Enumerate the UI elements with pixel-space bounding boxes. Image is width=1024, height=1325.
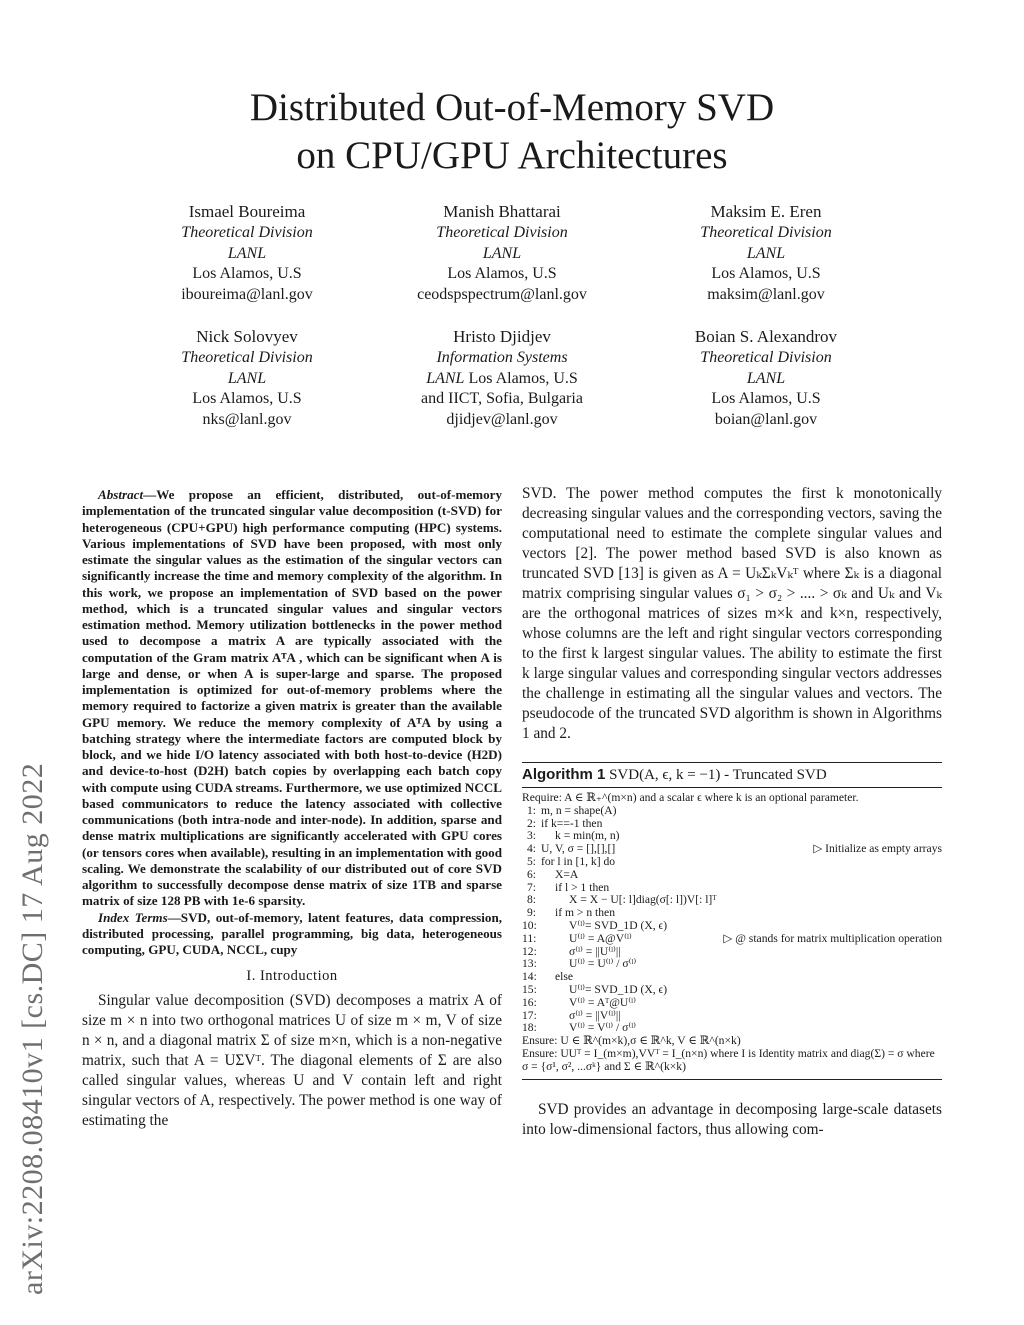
intro-paragraph-2: SVD. The power method computes the first k monotonically decreasing singular values and the corresponding vectors, saving the computational need to estimate the complete singular values and vectors [2]. The power method based SVD is also known as truncated SVD [13] is given as A = UₖΣₖVₖᵀ where Σₖ is a diagonal matrix comprising singular values σ₁ > σ₂ > .... > σₖ and Uₖ and Vₖ are the orthogonal matrices of sizes m×k and k×n, respectively, whose columns are the left and right singular vectors corresponding to the first k largest singular values. The ability to estimate the first k large singular values and corresponding singular vectors addresses the challenge in estimating all the singular values and vectors. The pseudocode of the truncated SVD algorithm is shown in Algorithms 1 and 2. [522, 485, 942, 742]
algorithm-lines [522, 805, 942, 1035]
algorithm-line-number: 10: [522, 918, 537, 932]
index-terms-label: Index Terms [98, 909, 168, 925]
algorithm-line [522, 997, 942, 1010]
author-org: LANL [227, 244, 267, 262]
algorithm-line-number: 8: [526, 893, 536, 907]
algorithm-line-code: m, n = shape(A) [541, 803, 617, 817]
algorithm-line-code: U⁽ˡ⁾= SVD_1D (X, ϵ) [569, 982, 668, 996]
algorithm-line [522, 920, 942, 933]
author-name: Maksim E. Eren [710, 202, 822, 221]
algorithm-line-code: if m > n then [555, 906, 615, 920]
author-location: Los Alamos, U.S [711, 390, 821, 408]
author-block [636, 202, 896, 306]
author-dept: Theoretical Division [700, 348, 832, 366]
algorithm-body [522, 788, 942, 1080]
author-dept: Theoretical Division [181, 348, 313, 366]
algorithm-line-code: X = X − U[: l]diag(σ[: l])V[: l]ᵀ [569, 893, 717, 907]
algorithm-label: Algorithm 1 [522, 766, 606, 783]
author-org: LANL [746, 369, 786, 387]
author-name: Nick Solovyev [196, 327, 298, 346]
algorithm-line [522, 958, 942, 971]
title-line-1: Distributed Out-of-Memory SVD [249, 86, 775, 129]
right-column [522, 484, 942, 1140]
author-block [117, 202, 377, 306]
algorithm-line-code: X=A [555, 867, 579, 881]
algorithm-line-code: σ⁽ˡ⁾ = ||V⁽ˡ⁾|| [569, 1008, 621, 1022]
algorithm-box [522, 762, 942, 1080]
algorithm-line-code: U⁽ˡ⁾ = U⁽ˡ⁾ / σ⁽ˡ⁾ [569, 957, 637, 971]
author-org: LANL [227, 369, 267, 387]
author-name: Boian S. Alexandrov [694, 327, 838, 346]
algorithm-line-code: V⁽ˡ⁾ = V⁽ˡ⁾ / σ⁽ˡ⁾ [569, 1021, 636, 1035]
author-location: Los Alamos, U.S [192, 390, 302, 408]
algorithm-line-code: for l in [1, k] do [541, 854, 616, 868]
arxiv-identifier: arXiv:2208.08410v1 [cs.DC] 17 Aug 2022 [16, 762, 49, 1295]
algorithm-line-number: 3: [526, 829, 536, 843]
algorithm-line-number: 2: [526, 816, 536, 830]
algorithm-line-number: 15: [522, 982, 537, 996]
algorithm-line-number: 9: [526, 906, 536, 920]
author-name: Manish Bhattarai [443, 202, 561, 221]
algorithm-line-number: 11: [522, 931, 537, 945]
author-name: Ismael Boureima [188, 202, 306, 221]
author-block [117, 327, 377, 431]
author-email: maksim@lanl.gov [707, 286, 825, 304]
algorithm-line-number: 13: [522, 957, 537, 971]
intro-paragraph-3: SVD provides an advantage in decomposing large-scale datasets into low-dimensional factors, thus allowing com- [522, 1100, 942, 1138]
author-name: Hristo Djidjev [453, 327, 551, 346]
author-email: djidjev@lanl.gov [446, 411, 558, 429]
algorithm-line-number: 5: [526, 854, 536, 868]
algorithm-line-number: 18: [522, 1021, 537, 1035]
abstract-label: Abstract [98, 487, 144, 502]
algorithm-line-code: V⁽ˡ⁾= SVD_1D (X, ϵ) [569, 918, 668, 932]
algorithm-line-number: 14: [522, 970, 537, 984]
algorithm-require: Require: A ∈ ℝ₊^(m×n) and a scalar ϵ where k is an optional parameter. [522, 791, 859, 804]
algorithm-line-number: 6: [526, 867, 536, 881]
algorithm-line-number: 16: [522, 995, 537, 1009]
algorithm-line-comment: ▷ @ stands for matrix multiplication operation [723, 931, 942, 945]
algorithm-line-comment: ▷ Initialize as empty arrays [813, 842, 942, 856]
algorithm-line-code: U⁽ˡ⁾ = A@V⁽ˡ⁾ [569, 931, 632, 945]
algorithm-line-number: 4: [526, 842, 536, 856]
author-email: ceodspspectrum@lanl.gov [417, 286, 587, 304]
author-org: LANL [426, 369, 465, 387]
algorithm-line-number: 12: [522, 944, 537, 958]
author-location: Los Alamos, U.S [192, 265, 302, 283]
algorithm-line [522, 933, 942, 946]
author-location: Los Alamos, U.S [447, 265, 557, 283]
abstract: Abstract—We propose an efficient, distributed, out-of-memory implementation of the truncated singular value decomposition (t-SVD) for heterogeneous (CPU+GPU) high performance computing (HPC) systems. Various implementations of SVD have been proposed, with most only estimate the singular values as the estimation of the singular vectors can significantly increase the time and memory complexity of the algorithm. In this work, we propose an implementation of SVD based on the power method, which is a truncated singular values and singular vectors estimation method. Memory utilization bottlenecks in the power method used to decompose a matrix A are typically associated with the computation of the Gram matrix AᵀA , which can be significant when A is large and dense, or when A is super-large and sparse. The proposed implementation is optimized for out-of-memory problems where the memory required to factorize a given matrix is greater than the available GPU memory. We reduce the memory complexity of AᵀA by using a batching strategy where the intermediate factors are computed block by block, and we hide I/O latency associated with both host-to-device (H2D) and device-to-host (D2H) batch copies by overlapping each batch copy with compute using CUDA streams. Furthermore, we use optimized NCCL based communicators to reduce the latency associated with collective communications (both intra-node and inter-node). In addition, sparse and dense matrix multiplications are significantly accelerated with GPU cores (or tensors cores when available), resulting in an implementation with good scaling. We demonstrate the scalability of our distributed out of core SVD algorithm to successfully decompose dense matrix of size 1TB and sparse matrix of size 128 PB with 1e-6 sparsity. [82, 487, 502, 909]
algorithm-line-number: 17: [522, 1008, 537, 1022]
algorithm-line-number: 7: [526, 880, 536, 894]
author-dept: Theoretical Division [436, 223, 568, 241]
author-dept: Information Systems [436, 348, 568, 366]
author-org: LANL [482, 244, 522, 262]
author-location: Los Alamos, U.S [468, 369, 578, 387]
author-block [372, 327, 632, 431]
left-column [82, 487, 502, 1131]
abstract-text: We propose an efficient, distributed, out-of-memory implementation of the truncated singular value decomposition (t-SVD) for heterogeneous (CPU+GPU) high performance computing (HPC) systems. Various implementations of SVD have been proposed, with most only estimate the singular values as the estimation of the singular vectors can significantly increase the time and memory complexity of the algorithm. In this work, we propose an implementation of SVD based on the power method, which is a truncated singular values and singular vectors estimation method. Memory utilization bottlenecks in the power method used to decompose a matrix A are typically associated with the computation of the Gram matrix AᵀA , which can be significant when A is large and dense, or when A is super-large and sparse. The proposed implementation is optimized for out-of-memory problems where the memory required to factorize a given matrix is greater than the available GPU memory. We reduce the memory complexity of AᵀA by using a batching strategy where the intermediate factors are computed block by block, and we hide I/O latency associated with both host-to-device (H2D) and device-to-host (D2H) batch copies by overlapping each batch copy with compute using CUDA streams. Furthermore, we use optimized NCCL based communicators to reduce the latency associated with collective communications (both intra-node and inter-node). In addition, sparse and dense matrix multiplications are significantly accelerated with GPU cores (or tensors cores when available), resulting in an implementation with good scaling. We demonstrate the scalability of our distributed out of core SVD algorithm to successfully decompose dense matrix of size 1TB and sparse matrix of size 128 PB with 1e-6 sparsity. [82, 487, 502, 909]
index-terms-text: SVD, out-of-memory, latent features, data compression, distributed processing, parallel programming, big data, heterogeneous computing, GPU, CUDA, NCCL, cupy [82, 909, 503, 957]
author-email: nks@lanl.gov [202, 411, 292, 429]
algorithm-ensure-2: Ensure: UUᵀ = I_(m×m),VVᵀ = I_(n×n) where I is Identity matrix and diag(Σ) = σ where σ = {σ¹, σ², ...σᵏ} and Σ ∈ ℝ^(k×k) [522, 1046, 935, 1073]
algorithm-line-code: else [555, 970, 574, 984]
author-location: Los Alamos, U.S [711, 265, 821, 283]
author-location-2: and IICT, Sofia, Bulgaria [421, 390, 583, 408]
algorithm-line [522, 869, 942, 882]
algorithm-title [522, 763, 942, 788]
author-dept: Theoretical Division [181, 223, 313, 241]
author-block [636, 327, 896, 431]
title-line-2: on CPU/GPU Architectures [296, 134, 728, 177]
algorithm-line-code: k = min(m, n) [555, 829, 620, 843]
section-heading-introduction: I. Introduction [246, 968, 338, 985]
author-block [372, 202, 632, 306]
author-dept: Theoretical Division [700, 223, 832, 241]
index-terms: Index Terms—SVD, out-of-memory, latent features, data compression, distributed processing, parallel programming, big data, heterogeneous computing, GPU, CUDA, NCCL, cupy [82, 909, 503, 957]
algorithm-line [522, 856, 942, 869]
algorithm-line-code: if k==-1 then [541, 816, 603, 830]
algorithm-line-code: if l > 1 then [555, 880, 610, 894]
author-org: LANL [746, 244, 786, 262]
algorithm-line-code: σ⁽ˡ⁾ = ||U⁽ˡ⁾|| [569, 944, 621, 958]
author-email: boian@lanl.gov [714, 411, 818, 429]
algorithm-line-number: 1: [526, 803, 536, 817]
algorithm-line-code: U, V, σ = [],[],[] [541, 842, 616, 856]
author-email: iboureima@lanl.gov [181, 286, 313, 304]
algorithm-ensure-1: Ensure: U ∈ ℝ^(m×k),σ ∈ ℝ^k, V ∈ ℝ^(n×k) [522, 1034, 741, 1048]
paper-title [0, 84, 1024, 180]
algorithm-line-code: V⁽ˡ⁾ = Aᵀ@U⁽ˡ⁾ [569, 995, 636, 1009]
algorithm-line [522, 984, 942, 997]
algorithm-signature: SVD(A, ϵ, k = −1) - Truncated SVD [609, 767, 827, 783]
intro-paragraph-1: Singular value decomposition (SVD) decomposes a matrix A of size m × n into two orthogonal matrices U of size m × m, V of size n × n, and a diagonal matrix Σ of size m×n, which is a non-negative matrix, such that A = UΣVᵀ. The diagonal elements of Σ are also called singular values, whereas U and V contain left and right singular vectors of A, respectively. The power method is one way of estimating the [82, 992, 502, 1130]
